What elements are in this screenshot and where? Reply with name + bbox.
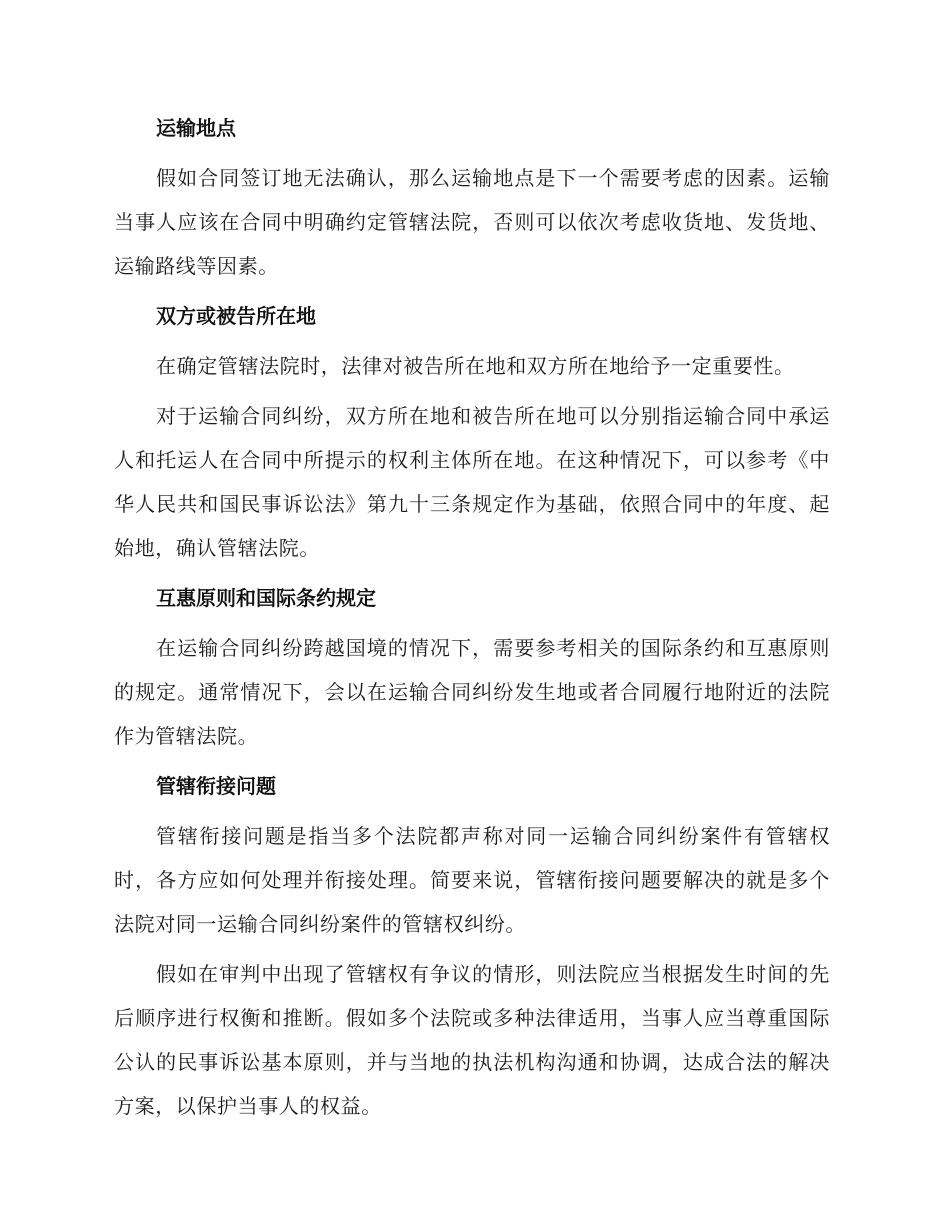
paragraph: 对于运输合同纠纷，双方所在地和被告所在地可以分别指运输合同中承运人和托运人在合同中所提示的权利主体所在地。在这种情况下，可以参考《中华人民共和国民事诉讼法》第九十三条规定作为基础，依照合同中的年度、起始地，确认管辖法院。: [114, 404, 830, 560]
paragraph: 在运输合同纠纷跨越国境的情况下，需要参考相关的国际条约和互惠原则的规定。通常情况下，会以在运输合同纠纷发生地或者合同履行地附近的法院作为管辖法院。: [114, 636, 830, 748]
paragraph: 假如在审判中出现了管辖权有争议的情形，则法院应当根据发生时间的先后顺序进行权衡和推断。假如多个法院或多种法律适用，当事人应当尊重国际公认的民事诉讼基本原则，并与当地的执法机构沟通和协调，达成合法的解决方案，以保护当事人的权益。: [114, 962, 830, 1118]
section-heading-transport-location: 运输地点: [156, 116, 236, 140]
section-heading-reciprocity: 互惠原则和国际条约规定: [156, 586, 376, 610]
section-heading-jurisdiction-connection: 管辖衔接问题: [156, 774, 276, 798]
paragraph: 假如合同签订地无法确认，那么运输地点是下一个需要考虑的因素。运输当事人应该在合同中明确约定管辖法院，否则可以依次考虑收货地、发货地、运输路线等因素。: [114, 166, 830, 278]
paragraph: 在确定管辖法院时，法律对被告所在地和双方所在地给予一定重要性。: [156, 354, 795, 378]
paragraph: 管辖衔接问题是指当多个法院都声称对同一运输合同纠纷案件有管辖权时，各方应如何处理并衔接处理。简要来说，管辖衔接问题要解决的就是多个法院对同一运输合同纠纷案件的管辖权纠纷。: [114, 824, 830, 936]
document-body: [114, 106, 830, 1128]
section-heading-party-location: 双方或被告所在地: [156, 304, 316, 328]
